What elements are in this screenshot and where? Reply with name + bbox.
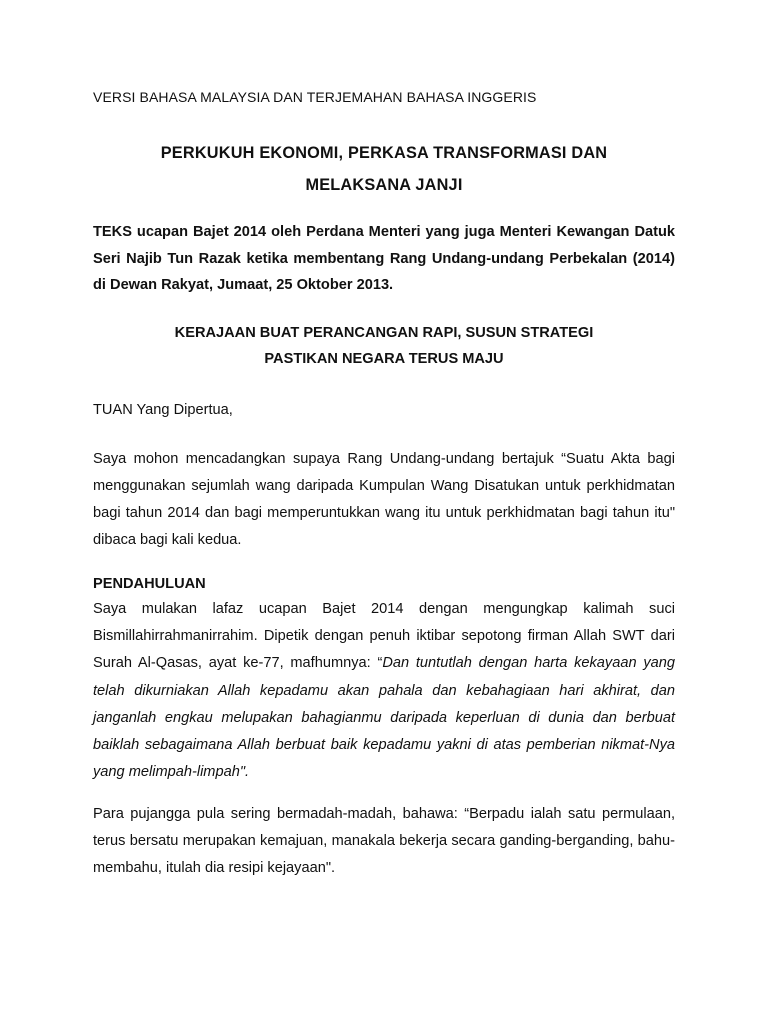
section-subtitle [93,320,675,372]
intro-paragraph: TEKS ucapan Bajet 2014 oleh Perdana Menteri yang juga Menteri Kewangan Datuk Seri Najib Tun Razak ketika membentang Rang Undang-undang Perbekalan (2014) di Dewan Rakyat, Jumaat, 25 Oktober 2013. [93,224,675,293]
body-paragraph-1: Saya mohon mencadangkan supaya Rang Undang-undang bertajuk “Suatu Akta bagi menggunakan sejumlah wang daripada Kumpulan Wang Disatukan untuk perkhidmatan bagi tahun 2014 dan bagi memperuntukkan wang itu untuk perkhidmatan bagi tahun itu" dibaca bagi kali kedua. [93,451,675,548]
salutation: TUAN Yang Dipertua, [93,402,233,418]
body-paragraph-2 [93,596,675,786]
document-title-line-2: MELAKSANA JANJI [305,176,463,194]
quran-quote: Dan tuntutlah dengan harta kekayaan yang telah dikurniakan Allah kepadamu akan pahala dan kebahagiaan hari akhirat, dan janganlah engkau melupakan bahagianmu daripada keperluan di dunia dan berbuat baiklah sebagaimana Allah berbuat baik kepadamu yakni di atas pemberian nikmat-Nya yang melimpah-limpah". [93,655,675,781]
section-subtitle-line-1: KERAJAAN BUAT PERANCANGAN RAPI, SUSUN STRATEGI [174,325,594,341]
section-subtitle-line-2: PASTIKAN NEGARA TERUS MAJU [264,351,504,367]
document-title-line-1: PERKUKUH EKONOMI, PERKASA TRANSFORMASI DAN [160,144,608,162]
document-title [93,137,675,201]
body-paragraph-3: Para pujangga pula sering bermadah-madah, bahawa: “Berpadu ialah satu permulaan, terus bersatu merupakan kemajuan, manakala bekerja secara ganding-berganding, bahu-membahu, itulah dia resipi kejayaan". [93,806,675,876]
body-paragraph-2-text: Saya mulakan lafaz ucapan Bajet 2014 dengan mengungkap kalimah suci Bismillahirrahmanirrahim. Dipetik dengan penuh iktibar sepotong firman Allah SWT dari Surah Al-Qasas, ayat ke-77, mafhumnya: “ [93,601,675,672]
document-header-line: VERSI BAHASA MALAYSIA DAN TERJEMAHAN BAHASA INGGERIS [93,89,537,105]
section-heading-pendahuluan: PENDAHULUAN [93,576,206,592]
